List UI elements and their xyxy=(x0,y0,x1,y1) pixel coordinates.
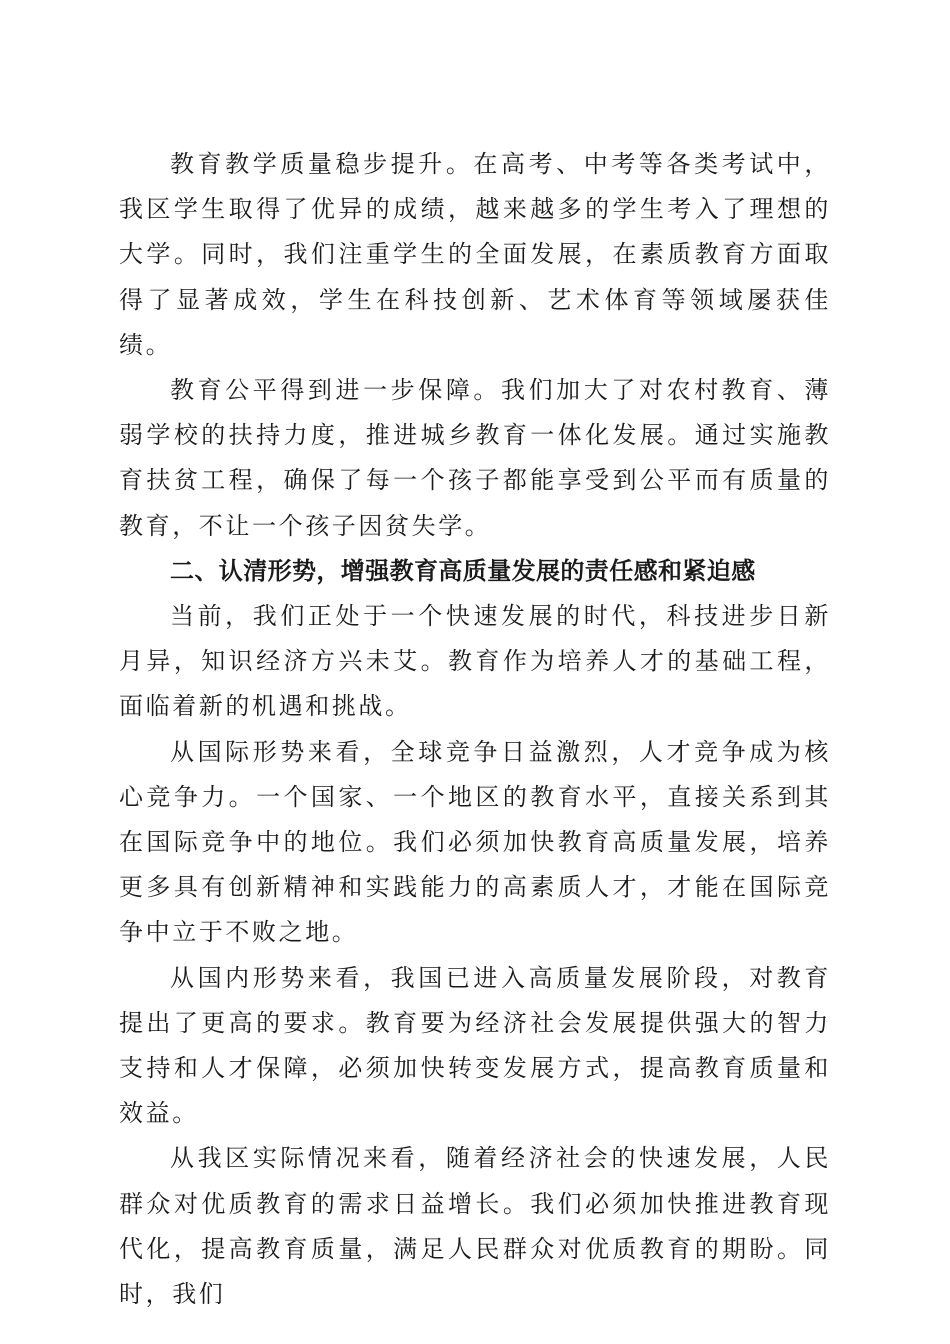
paragraph-domestic-situation: 从国内形势来看，我国已进入高质量发展阶段，对教育提出了更高的要求。教育要为经济社会发展提供强大的智力支持和人才保障，必须加快转变发展方式，提高教育质量和效益。 xyxy=(119,963,831,1128)
paragraph-current-era: 当前，我们正处于一个快速发展的时代，科技进步日新月异，知识经济方兴未艾。教育作为培养人才的基础工程，面临着新的机遇和挑战。 xyxy=(119,602,831,721)
section-heading: 二、认清形势，增强教育高质量发展的责任感和紧迫感 xyxy=(170,556,756,585)
document-body xyxy=(119,142,831,1317)
paragraph-local-situation: 从我区实际情况来看，随着经济社会的快速发展，人民群众对优质教育的需求日益增长。我们必须加快推进教育现代化，提高教育质量，满足人民群众对优质教育的期盼。同时，我们 xyxy=(119,1144,831,1309)
paragraph-education-quality: 教育教学质量稳步提升。在高考、中考等各类考试中，我区学生取得了优异的成绩，越来越多的学生考入了理想的大学。同时，我们注重学生的全面发展，在素质教育方面取得了显著成效，学生在科技创新、艺术体育等领域屡获佳绩。 xyxy=(119,150,831,359)
paragraph-education-equity: 教育公平得到进一步保障。我们加大了对农村教育、薄弱学校的扶持力度，推进城乡教育一体化发展。通过实施教育扶贫工程，确保了每一个孩子都能享受到公平而有质量的教育，不让一个孩子因贫失学。 xyxy=(119,376,831,540)
paragraph-international-situation: 从国际形势来看，全球竞争日益激烈，人才竞争成为核心竞争力。一个国家、一个地区的教育水平，直接关系到其在国际竞争中的地位。我们必须加快教育高质量发展，培养更多具有创新精神和实践能力的高素质人才，才能在国际竞争中立于不败之地。 xyxy=(119,737,831,947)
